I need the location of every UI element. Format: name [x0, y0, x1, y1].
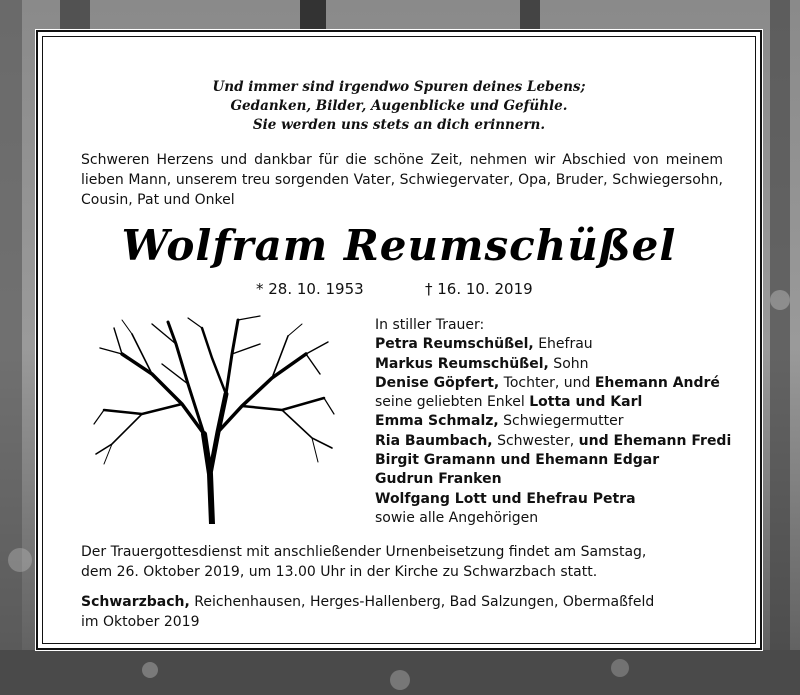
- mourner-line: Wolfgang Lott und Ehefrau Petra: [375, 490, 636, 507]
- motto-line-2: Gedanken, Bilder, Augenblicke und Gefühle.: [230, 98, 568, 114]
- place-and-date: [81, 592, 721, 632]
- birth-date: * 28. 10. 1953: [256, 280, 364, 298]
- place-line: Schwarzbach, Reichenhausen, Herges-Hallenberg, Bad Salzungen, Obermaßfeld: [81, 594, 655, 610]
- memorial-motto: [38, 78, 760, 135]
- service-line-2: dem 26. Oktober 2019, um 13.00 Uhr in der Kirche zu Schwarzbach statt.: [81, 564, 598, 580]
- intro-text: Schweren Herzens und dankbar für die schöne Zeit, nehmen wir Abschied von meinem lieben Mann, unserem treu sorgenden Vater, Schwiegervater, Opa, Bruder, Schwiegersohn, Cousin, Pat und Onkel: [81, 152, 723, 208]
- deceased-name: Wolfram Reumschüßel: [121, 221, 677, 270]
- mourners-heading: In stiller Trauer:: [375, 317, 485, 333]
- motto-line-1: Und immer sind irgendwo Spuren deines Lebens;: [212, 79, 586, 95]
- mourner-line: seine geliebten Enkel Lotta und Karl: [375, 394, 643, 411]
- mourner-line: Ria Baumbach, Schwester, und Ehemann Fredi: [375, 432, 732, 449]
- date-line: im Oktober 2019: [81, 614, 200, 630]
- mourner-line: Petra Reumschüßel, Ehefrau: [375, 336, 593, 353]
- motto-line-3: Sie werden uns stets an dich erinnern.: [252, 117, 546, 133]
- death-date: † 16. 10. 2019: [425, 280, 533, 298]
- mourner-line: Birgit Gramann und Ehemann Edgar: [375, 452, 660, 469]
- mourner-line: Denise Göpfert, Tochter, und Ehemann André: [375, 374, 720, 391]
- obituary-card: [36, 30, 762, 650]
- mourner-line: Gudrun Franken: [375, 471, 502, 488]
- mourner-line: sowie alle Angehörigen: [375, 509, 539, 526]
- mourner-line: Emma Schmalz, Schwiegermutter: [375, 413, 624, 430]
- service-line-1: Der Trauergottesdienst mit anschließender Urnenbeisetzung findet am Samstag,: [81, 544, 647, 560]
- mourner-line: Markus Reumschüßel, Sohn: [375, 355, 589, 372]
- service-info: [81, 542, 647, 582]
- mourners-list: [375, 316, 735, 528]
- tree-illustration: [92, 314, 336, 524]
